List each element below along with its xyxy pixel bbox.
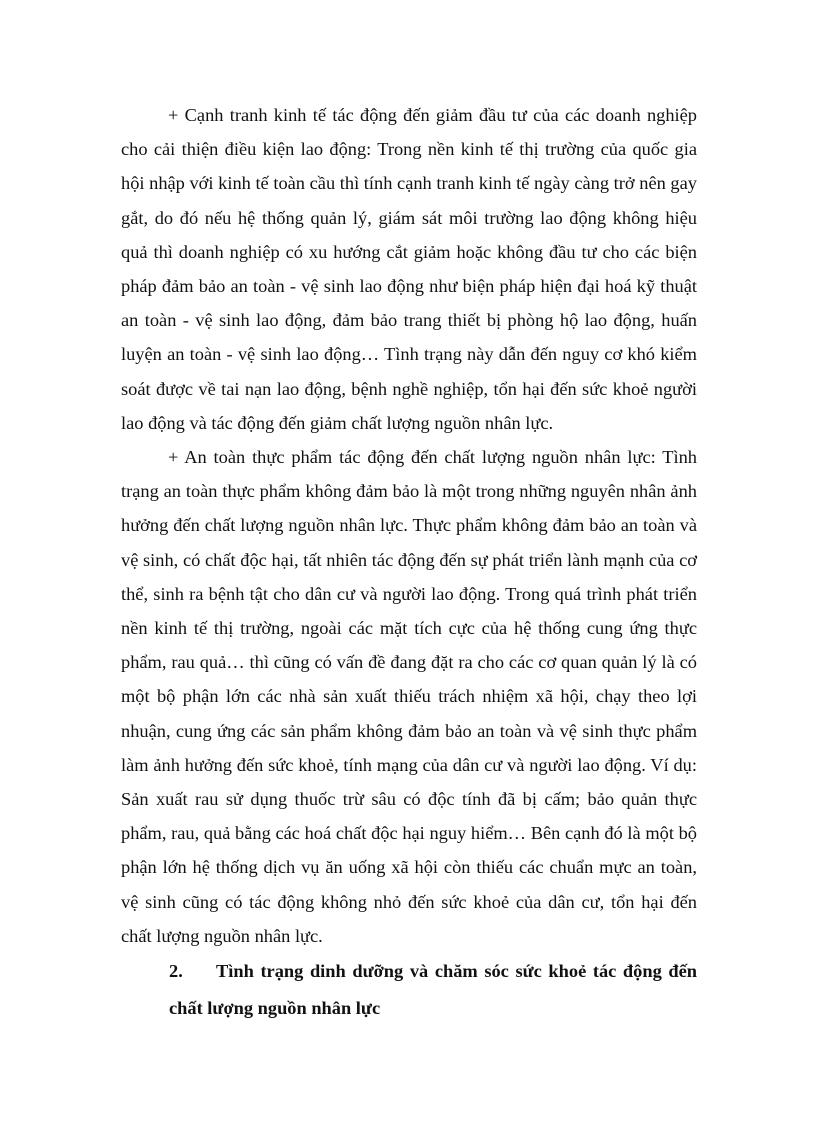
section-number: 2. bbox=[169, 961, 183, 981]
section-heading bbox=[169, 953, 697, 1027]
section-title: Tình trạng dinh dưỡng và chăm sóc sức khoẻ tác động đến chất lượng nguồn nhân lực bbox=[169, 961, 697, 1018]
paragraph-food-safety: + An toàn thực phẩm tác động đến chất lượng nguồn nhân lực: Tình trạng an toàn thực phẩm không đảm bảo là một trong những nguyên nhân ảnh hưởng đến chất lượng nguồn nhân lực. Thực phẩm không đảm bảo an toàn và vệ sinh, có chất độc hại, tất nhiên tác động đến sự phát triển lành mạnh của cơ thể, sinh ra bệnh tật cho dân cư và người lao động. Trong quá trình phát triển nền kinh tế thị trường, ngoài các mặt tích cực của hệ thống cung ứng thực phẩm, rau quả… thì cũng có vấn đề đang đặt ra cho các cơ quan quản lý là có một bộ phận lớn các nhà sản xuất thiếu trách nhiệm xã hội, chạy theo lợi nhuận, cung ứng các sản phẩm không đảm bảo an toàn và vệ sinh thực phẩm làm ảnh hưởng đến sức khoẻ, tính mạng của dân cư và người lao động. Ví dụ: Sản xuất rau sử dụng thuốc trừ sâu có độc tính đã bị cấm; bảo quản thực phẩm, rau, quả bằng các hoá chất độc hại nguy hiểm… Bên cạnh đó là một bộ phận lớn hệ thống dịch vụ ăn uống xã hội còn thiếu các chuẩn mực an toàn, vệ sinh cũng có tác động không nhỏ đến sức khoẻ của dân cư, tổn hại đến chất lượng nguồn nhân lực. bbox=[121, 447, 697, 946]
paragraph-block-1 bbox=[121, 98, 697, 440]
paragraph-economic-competition: + Cạnh tranh kinh tế tác động đến giảm đầu tư của các doanh nghiệp cho cải thiện điều kiện lao động: Trong nền kinh tế thị trường của quốc gia hội nhập với kinh tế toàn cầu thì tính cạnh tranh kinh tế ngày càng trở nên gay gắt, do đó nếu hệ thống quản lý, giám sát môi trường lao động không hiệu quả thì doanh nghiệp có xu hướng cắt giảm hoặc không đầu tư cho các biện pháp đảm bảo an toàn - vệ sinh lao động như biện pháp hiện đại hoá kỹ thuật an toàn - vệ sinh lao động, đảm bảo trang thiết bị phòng hộ lao động, huấn luyện an toàn - vệ sinh lao động… Tình trạng này dẫn đến nguy cơ khó kiểm soát được về tai nạn lao động, bệnh nghề nghiệp, tổn hại đến sức khoẻ người lao động và tác động đến giảm chất lượng nguồn nhân lực. bbox=[121, 105, 697, 433]
paragraph-block-2 bbox=[121, 440, 697, 953]
